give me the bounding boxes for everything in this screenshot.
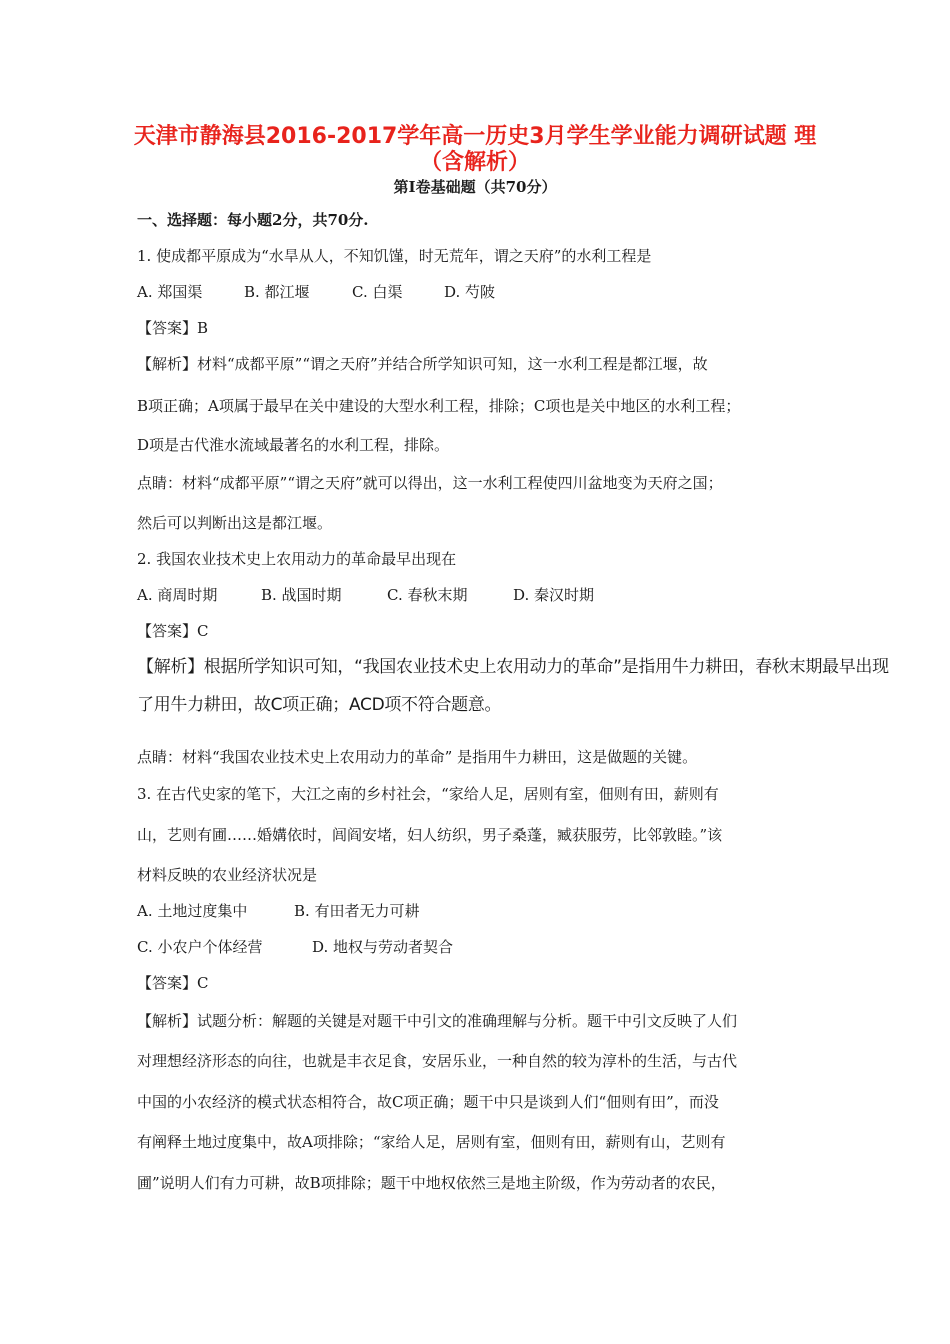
q2-option-a: A. 商周时期 (137, 586, 218, 604)
document-title-line1: 天津市静海县2016-2017学年高一历史3月学生学业能力调研试题 理 (133, 124, 817, 149)
q1-stem: 1. 使成都平原成为“水旱从人，不知饥馑，时无荒年，谓之天府”的水利工程是 (137, 247, 652, 265)
q3-analysis-line5: 圃”说明人们有力可耕，故B项排除；题干中地权依然三是地主阶级，作为劳动者的农民， (137, 1174, 726, 1192)
q3-options-row2 (137, 936, 453, 958)
q3-option-c: C. 小农户个体经营 (137, 938, 263, 956)
document-title-line2: （含解析） (419, 150, 530, 175)
q3-option-a: A. 土地过度集中 (137, 902, 248, 920)
q1-analysis-line1: 【解析】材料“成都平原”“谓之天府”并结合所学知识可知，这一水利工程是都江堰，故 (137, 355, 708, 373)
q1-option-d: D. 芍陂 (444, 283, 496, 301)
q3-answer: 【答案】C (137, 974, 209, 992)
q2-options (137, 584, 594, 606)
q1-analysis-line3: D项是古代淮水流域最著名的水利工程，排除。 (137, 436, 450, 454)
q3-analysis-line4: 有阐释土地过度集中，故A项排除；“家给人足，居则有室，佃则有田，薪则有山，艺则有 (137, 1133, 726, 1151)
q1-options (137, 281, 495, 303)
q1-option-c: C. 白渠 (352, 283, 403, 301)
q3-options-row1 (137, 900, 420, 922)
q2-analysis-line1: 【解析】根据所学知识可知，“我国农业技术史上农用动力的革命”是指用牛力耕田，春秋末期最早出现 (137, 657, 889, 677)
q1-option-b: B. 都江堰 (244, 283, 310, 301)
q2-option-d: D. 秦汉时期 (513, 586, 595, 604)
q3-stem-line2: 山，艺则有圃……婚媾依时，闾阎安堵，妇人纺织，男子桑蓬，臧获服劳，比邻敦睦。”该 (137, 826, 723, 844)
q1-tip-line1: 点睛：材料“成都平原”“谓之天府”就可以得出，这一水利工程使四川盆地变为天府之国； (137, 474, 723, 492)
q1-option-a: A. 郑国渠 (137, 283, 203, 301)
q2-answer: 【答案】C (137, 622, 209, 640)
q3-option-d: D. 地权与劳动者契合 (312, 938, 454, 956)
section-title: 第Ⅰ卷基础题（共70分） (393, 178, 557, 196)
q3-option-b: B. 有田者无力可耕 (294, 902, 420, 920)
q3-analysis-line1: 【解析】试题分析：解题的关键是对题干中引文的准确理解与分析。题干中引文反映了人们 (137, 1012, 738, 1030)
q2-option-b: B. 战国时期 (261, 586, 342, 604)
q1-tip-line2: 然后可以判断出这是都江堰。 (137, 514, 333, 532)
q2-tip: 点睛：材料“我国农业技术史上农用动力的革命” 是指用牛力耕田，这是做题的关键。 (137, 748, 698, 766)
q1-answer: 【答案】B (137, 319, 209, 337)
q1-analysis-line2: B项正确；A项属于最早在关中建设的大型水利工程，排除；C项也是关中地区的水利工程； (137, 397, 741, 415)
q2-analysis-line2: 了用牛力耕田，故C项正确；ACD项不符合题意。 (137, 695, 502, 715)
q3-stem-line1: 3. 在古代史家的笔下，大江之南的乡村社会，“家给人足，居则有室，佃则有田，薪则有 (137, 785, 719, 803)
part-heading: 一、选择题：每小题2分，共70分. (137, 211, 369, 229)
q3-analysis-line3: 中国的小农经济的模式状态相符合，故C项正确；题干中只是谈到人们“佃则有田”，而没 (137, 1093, 719, 1111)
q3-stem-line3: 材料反映的农业经济状况是 (137, 866, 318, 884)
q3-analysis-line2: 对理想经济形态的向往，也就是丰衣足食，安居乐业，一种自然的较为淳朴的生活，与古代 (137, 1052, 738, 1070)
q2-option-c: C. 春秋末期 (387, 586, 468, 604)
q2-stem: 2. 我国农业技术史上农用动力的革命最早出现在 (137, 550, 457, 568)
